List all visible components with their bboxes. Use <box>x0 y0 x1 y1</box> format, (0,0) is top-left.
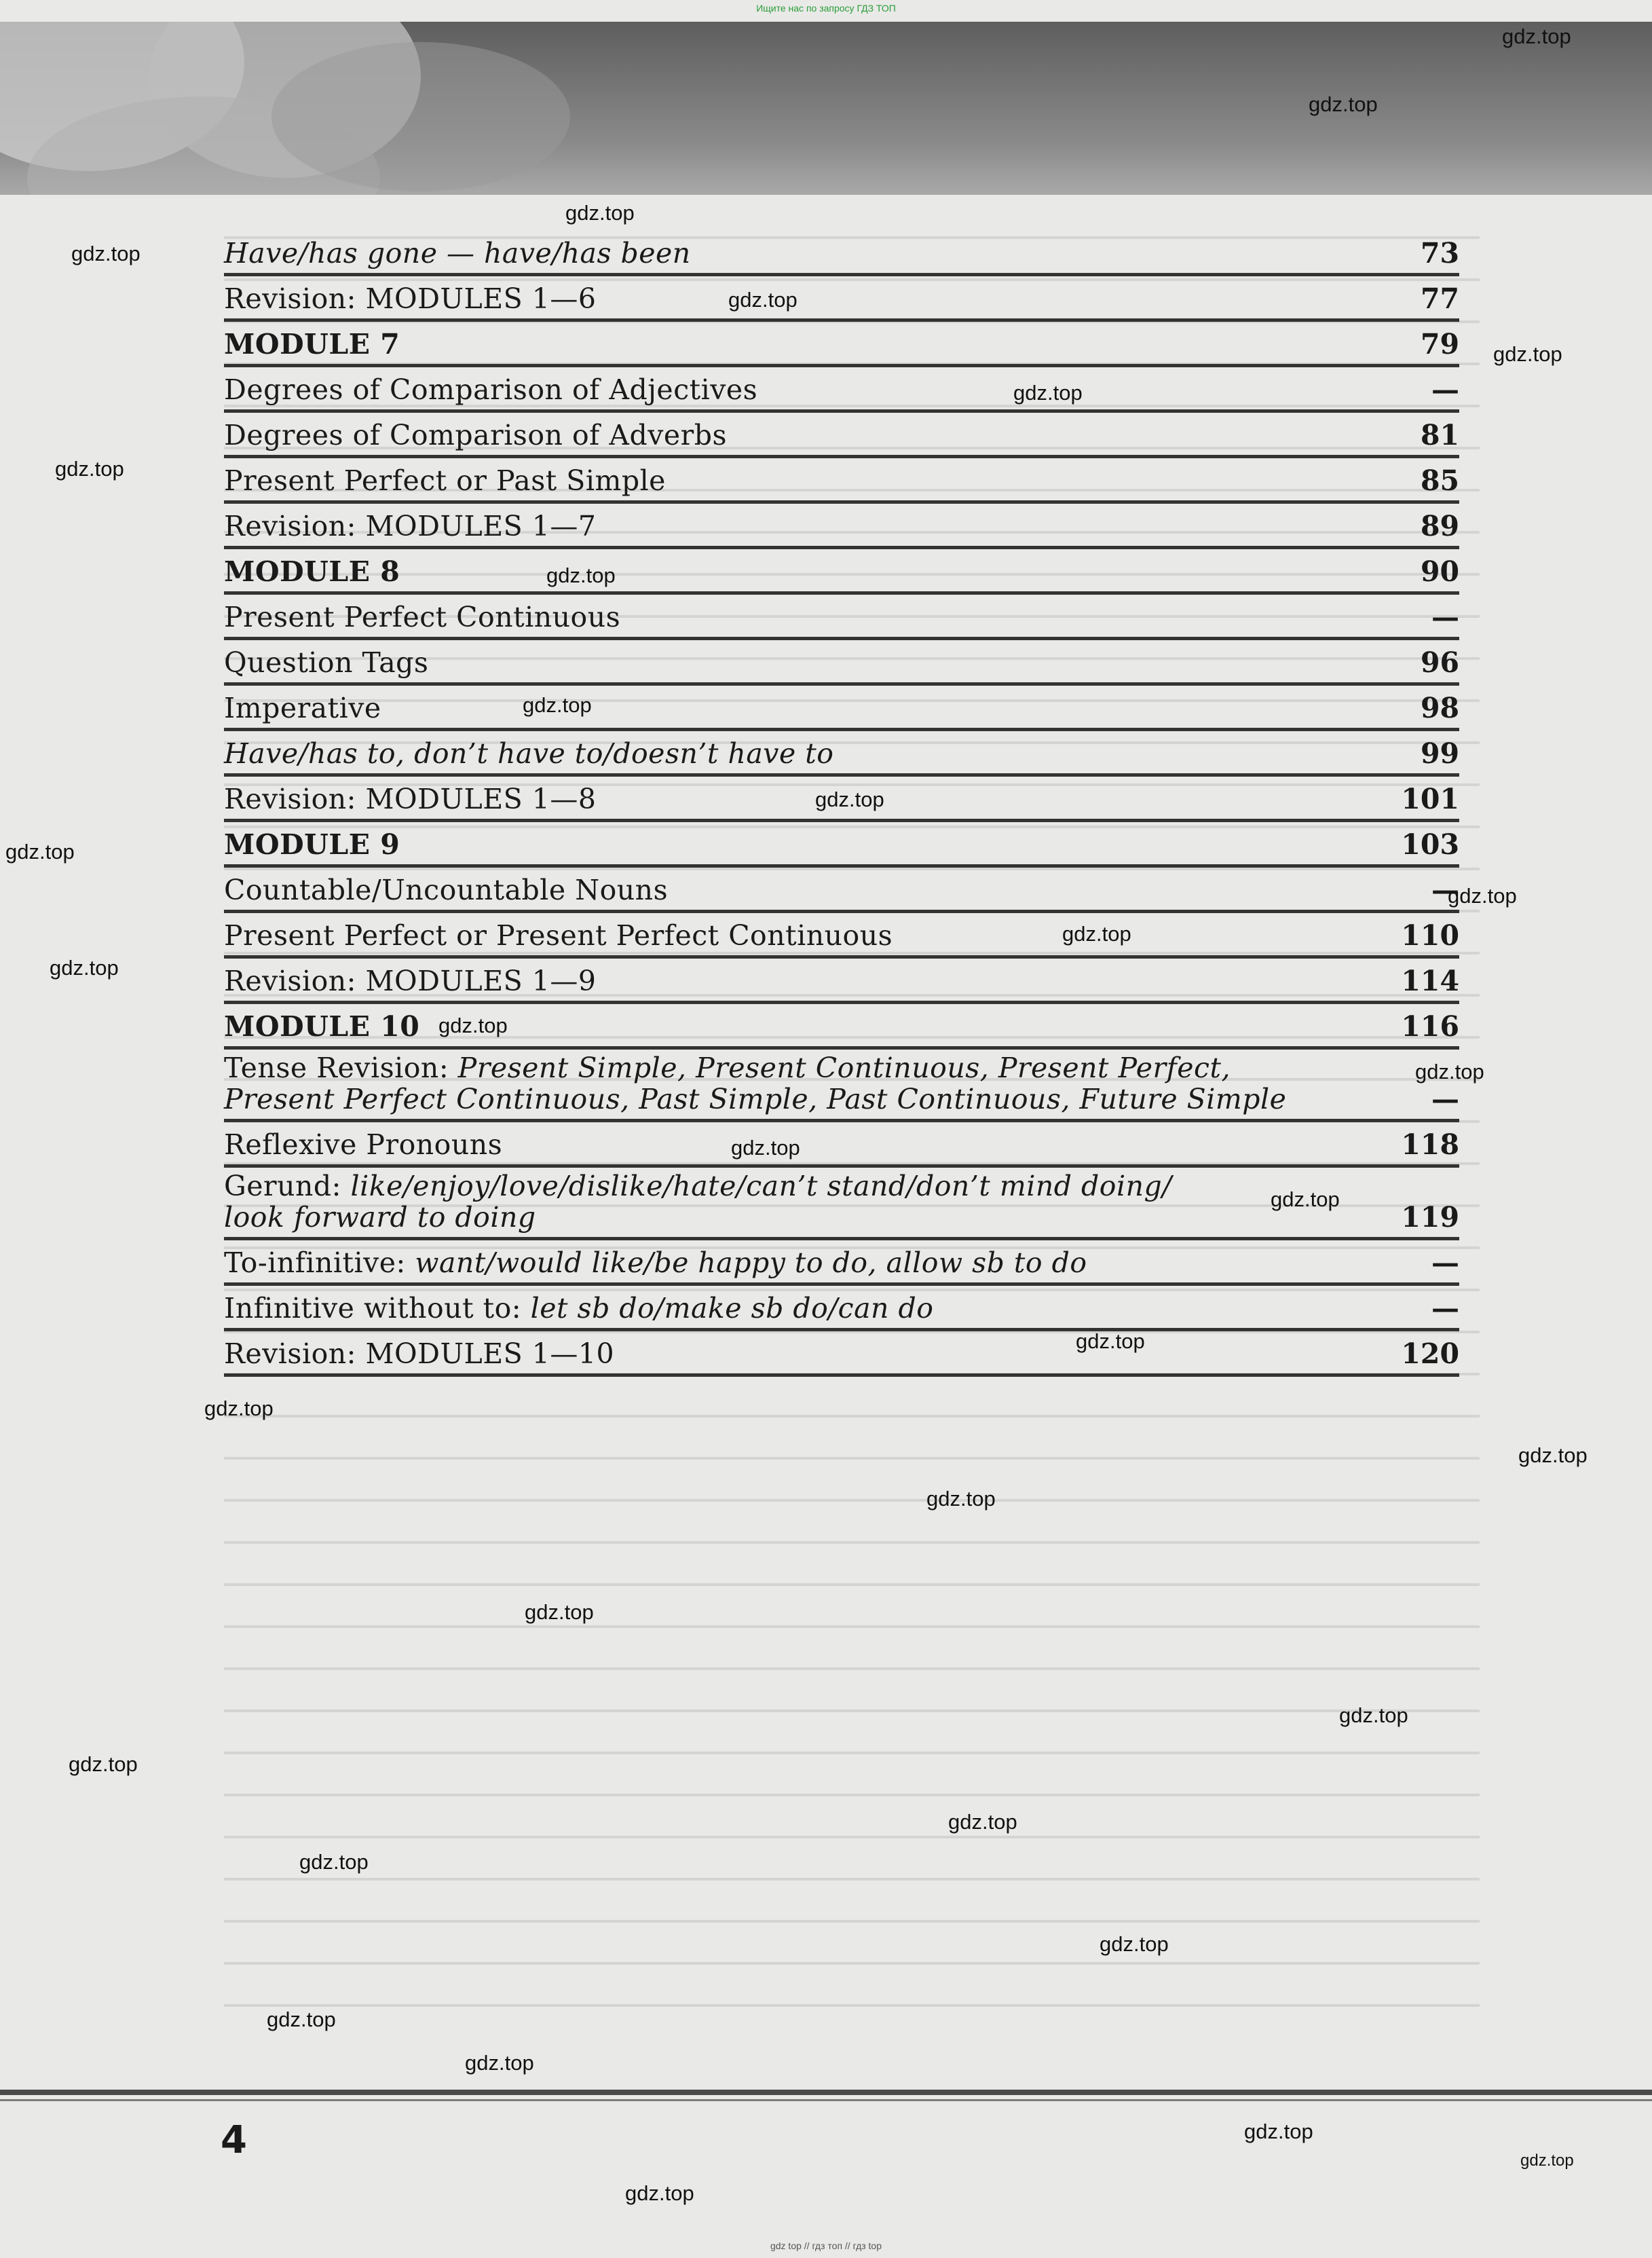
toc-row <box>224 868 1459 913</box>
toc-page: — <box>1431 601 1459 633</box>
toc-page: 96 <box>1420 646 1459 679</box>
toc-row <box>224 1050 1459 1122</box>
watermark: gdz.top <box>948 1810 1017 1834</box>
toc-page: — <box>1431 373 1459 406</box>
toc-title: Present Perfect or Past Simple <box>224 464 666 497</box>
toc-title: Present Perfect or Present Perfect Continuous <box>224 919 893 952</box>
toc-page: 114 <box>1401 965 1459 997</box>
watermark: gdz.top <box>69 1752 138 1776</box>
watermark: gdz.top <box>523 693 592 717</box>
toc-page: 101 <box>1401 783 1459 815</box>
toc-row <box>224 1240 1459 1286</box>
watermark: gdz.top <box>1013 381 1083 405</box>
toc-title-prefix: Gerund: <box>224 1170 351 1202</box>
toc-title-prefix: Tense Revision: <box>224 1052 458 1084</box>
flower-graphic <box>0 22 679 195</box>
toc-page: — <box>1431 1292 1459 1325</box>
watermark: gdz.top <box>465 2051 534 2075</box>
watermark: gdz.top <box>267 2007 336 2031</box>
toc-row <box>224 640 1459 686</box>
toc-title-italic: want/would like/be happy to do, allow sb to do <box>415 1246 1087 1279</box>
toc-title: Reflexive Pronouns <box>224 1128 503 1161</box>
toc-row <box>224 504 1459 549</box>
toc-title: Have/has to, don’t have to/doesn’t have to <box>224 737 834 770</box>
watermark: gdz.top <box>50 956 119 980</box>
watermark: gdz.top <box>204 1396 274 1420</box>
page-number: 4 <box>221 2118 247 2162</box>
toc-row <box>224 367 1459 413</box>
footer-rule-thin <box>0 2099 1652 2101</box>
toc-module-heading: MODULE 8 <box>224 555 400 588</box>
watermark: gdz.top <box>815 788 884 811</box>
toc-title <box>224 1052 1357 1115</box>
toc-row <box>224 322 1459 367</box>
top-note: Ищите нас по запросу ГДЗ ТОП <box>756 3 896 14</box>
watermark: gdz.top <box>5 840 75 864</box>
toc-title <box>224 1170 1357 1233</box>
watermark: gdz.top <box>1520 2151 1574 2170</box>
toc-title: Present Perfect Continuous <box>224 601 621 633</box>
toc-page: 85 <box>1420 464 1459 497</box>
watermark: gdz.top <box>546 563 616 587</box>
toc-page: — <box>1431 874 1459 906</box>
toc-row <box>224 1122 1459 1168</box>
toc-row <box>224 458 1459 504</box>
watermark: gdz.top <box>1244 2120 1313 2143</box>
toc-row <box>224 1004 1459 1050</box>
toc-row <box>224 413 1459 458</box>
toc-title: Degrees of Comparison of Adjectives <box>224 373 758 406</box>
toc-page: 79 <box>1420 328 1459 360</box>
toc-title-prefix: To-infinitive: <box>224 1246 415 1279</box>
toc-page: 119 <box>1401 1201 1459 1234</box>
bottom-note: gdz top // гдз топ // гдз top <box>770 2240 882 2251</box>
watermark: gdz.top <box>1100 1932 1169 1956</box>
watermark: gdz.top <box>71 242 140 265</box>
toc-row <box>224 959 1459 1004</box>
toc-page: 110 <box>1401 919 1459 952</box>
toc-title: Countable/Uncountable Nouns <box>224 874 669 906</box>
watermark: gdz.top <box>1448 884 1517 908</box>
toc-title-italic: Present Simple, Present Continuous, Present Perfect, Present Perfect Continuous, Past Simple, Past Continuous, Future Simple <box>224 1052 1287 1115</box>
toc-title: Revision: MODULES 1—9 <box>224 965 597 997</box>
toc-title: Revision: MODULES 1—7 <box>224 510 597 542</box>
toc-page: 99 <box>1420 737 1459 770</box>
toc-page: 116 <box>1401 1010 1459 1043</box>
watermark: gdz.top <box>728 288 797 312</box>
watermark: gdz.top <box>926 1487 996 1511</box>
watermark: gdz.top <box>438 1014 508 1037</box>
toc-page: 120 <box>1401 1337 1459 1370</box>
toc-page: 73 <box>1420 237 1459 270</box>
watermark: gdz.top <box>1076 1329 1145 1353</box>
watermark: gdz.top <box>1415 1060 1484 1084</box>
toc-title: Revision: MODULES 1—10 <box>224 1337 615 1370</box>
watermark: gdz.top <box>55 457 124 481</box>
toc-page: 81 <box>1420 419 1459 451</box>
watermark: gdz.top <box>565 201 635 225</box>
toc-title: Question Tags <box>224 646 429 679</box>
toc-row <box>224 276 1459 322</box>
toc-module-heading: MODULE 10 <box>224 1010 420 1043</box>
toc-title: Revision: MODULES 1—8 <box>224 783 597 815</box>
toc-title-prefix: Infinitive without to: <box>224 1292 531 1325</box>
toc-module-heading: MODULE 9 <box>224 828 400 861</box>
toc-title-italic: let sb do/make sb do/can do <box>530 1292 934 1325</box>
toc-row <box>224 731 1459 777</box>
watermark: gdz.top <box>1518 1443 1588 1467</box>
toc-row <box>224 1331 1459 1377</box>
toc-page: — <box>1431 1246 1459 1279</box>
toc-page: 118 <box>1401 1128 1459 1161</box>
toc-page: 103 <box>1401 828 1459 861</box>
toc-module-heading: MODULE 7 <box>224 328 400 360</box>
footer-rule <box>0 2090 1652 2095</box>
toc-page: 90 <box>1420 555 1459 588</box>
toc-title <box>224 1293 1357 1324</box>
watermark: gdz.top <box>1062 922 1131 946</box>
toc-title: Imperative <box>224 692 381 724</box>
watermark: gdz.top <box>299 1850 369 1874</box>
watermark: gdz.top <box>1309 92 1378 116</box>
toc-row <box>224 686 1459 731</box>
watermark: gdz.top <box>731 1136 800 1160</box>
watermark: gdz.top <box>625 2181 694 2205</box>
watermark: gdz.top <box>1339 1703 1408 1727</box>
toc-page: 77 <box>1420 282 1459 315</box>
toc-title: Revision: MODULES 1—6 <box>224 282 597 315</box>
toc-title: Degrees of Comparison of Adverbs <box>224 419 728 451</box>
toc-title: Have/has gone — have/has been <box>224 237 691 270</box>
toc-row <box>224 1286 1459 1331</box>
toc-row <box>224 595 1459 640</box>
toc-row <box>224 822 1459 868</box>
toc-row <box>224 549 1459 595</box>
header-band <box>0 22 1652 195</box>
watermark: gdz.top <box>1493 342 1562 366</box>
watermark: gdz.top <box>1271 1187 1340 1211</box>
toc-page: 89 <box>1420 510 1459 542</box>
watermark: gdz.top <box>1502 24 1571 48</box>
toc-row <box>224 231 1459 276</box>
toc-title <box>224 1247 1357 1278</box>
toc-title-italic: like/enjoy/love/dislike/hate/can’t stand/don’t mind doing/ look forward to doing <box>224 1170 1172 1234</box>
toc-page: 98 <box>1420 692 1459 724</box>
watermark: gdz.top <box>525 1600 594 1624</box>
toc-page: — <box>1431 1083 1459 1115</box>
toc-row <box>224 913 1459 959</box>
